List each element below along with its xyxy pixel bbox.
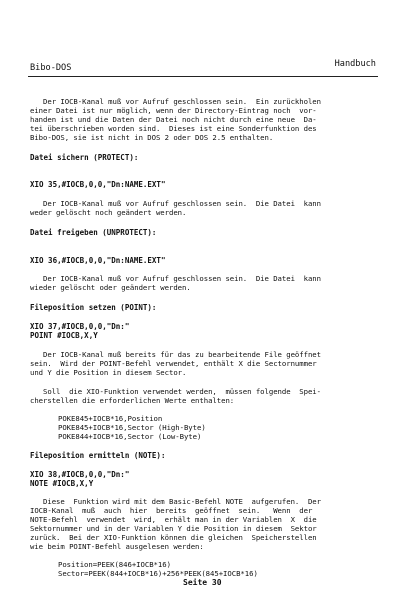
paragraph-line: IOCB-Kanal muß auch hier bereits geöffnet sein. Wenn der [30, 506, 313, 515]
code-line: Position=PEEK(846+IOCB*16) [58, 560, 171, 569]
paragraph-line: wie beim POINT-Befehl ausgelesen werden: [30, 542, 204, 551]
paragraph-line: wieder gelöscht oder geändert werden. [30, 283, 191, 292]
paragraph-line: Diese Funktion wird mit dem Basic-Befehl NOTE aufgerufen. Der [30, 497, 321, 506]
xio-36-command: XIO 36,#IOCB,0,0,"Dn:NAME.EXT" [30, 256, 166, 265]
code-line: POKE845+IOCB*16,Sector (High-Byte) [58, 423, 206, 432]
section-heading-unprotect: Datei freigeben (UNPROTECT): [30, 228, 157, 237]
header-rule [28, 76, 378, 77]
section-heading-note: Fileposition ermitteln (NOTE): [30, 451, 166, 460]
paragraph-line: sein. Wird der POINT-Befehl verwendet, enthält X die Sectornummer [30, 359, 317, 368]
paragraph-line: cherstellen die erforderlichen Werte enthalten: [30, 396, 235, 405]
paragraph-line: Der IOCB-Kanal muß vor Aufruf geschlossen sein. Ein zurückholen [30, 97, 321, 106]
paragraph-line: Der IOCB-Kanal muß vor Aufruf geschlossen sein. Die Datei kann [30, 199, 321, 208]
header-left: Bibo-DOS [30, 63, 72, 73]
section-heading-protect: Datei sichern (PROTECT): [30, 153, 139, 162]
paragraph-line: einer Datei ist nur möglich, wenn der Directory-Eintrag noch vor- [30, 106, 317, 115]
header-right: Handbuch [334, 59, 376, 69]
code-line: POKE845+IOCB*16,Position [58, 414, 163, 423]
paragraph-line: NOTE-Befehl verwendet wird, erhält man in der Variablen X die [30, 515, 317, 524]
code-line: POKE844+IOCB*16,Sector (Low-Byte) [58, 432, 202, 441]
xio-38-command: XIO 38,#IOCB,0,0,"Dn:" [30, 470, 130, 479]
paragraph-line: handen ist und die Daten der Datei noch nicht durch eine neue Da- [30, 115, 317, 124]
paragraph-line: Der IOCB-Kanal muß vor Aufruf geschlossen sein. Die Datei kann [30, 274, 321, 283]
page-number: Seite 30 [183, 578, 222, 587]
paragraph-line: und Y die Position in diesem Sector. [30, 368, 187, 377]
paragraph-line: weder gelöscht noch geändert werden. [30, 208, 187, 217]
xio-37-command: XIO 37,#IOCB,0,0,"Dn:" [30, 322, 130, 331]
paragraph-line: zurück. Bei der XIO-Funktion können die gleichen Speicherstellen [30, 533, 317, 542]
paragraph-line: Der IOCB-Kanal muß bereits für das zu bearbeitende File geöffnet [30, 350, 321, 359]
xio-35-command: XIO 35,#IOCB,0,0,"Dn:NAME.EXT" [30, 180, 166, 189]
section-heading-point: Fileposition setzen (POINT): [30, 303, 157, 312]
paragraph-line: Soll die XIO-Funktion verwendet werden, müssen folgende Spei- [30, 387, 321, 396]
paragraph-line: Bibo-DOS, sie ist nicht in DOS 2 oder DOS 2.5 enthalten. [30, 133, 274, 142]
paragraph-line: tei überschrieben worden sind. Dieses ist eine Sonderfunktion des [30, 124, 317, 133]
note-command: NOTE #IOCB,X,Y [30, 479, 94, 488]
paragraph-line: Sektornummer und in der Variablen Y die Position in diesem Sektor [30, 524, 317, 533]
point-command: POINT #IOCB,X,Y [30, 331, 98, 340]
code-line: Sector=PEEK(844+IOCB*16)+256*PEEK(845+IOCB*16) [58, 569, 258, 578]
